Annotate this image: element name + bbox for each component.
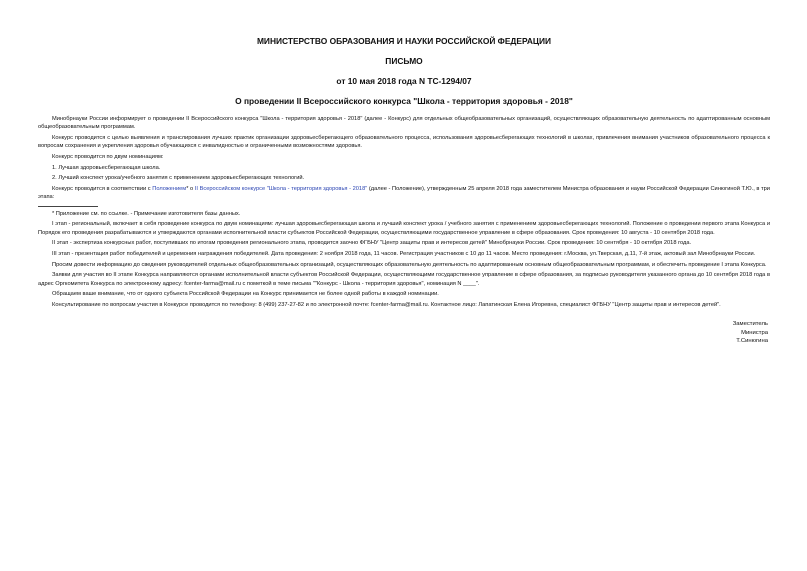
document-page (38, 28, 770, 346)
ministry-heading: МИНИСТЕРСТВО ОБРАЗОВАНИЯ И НАУКИ РОССИЙСКОЙ ФЕДЕРАЦИИ (256, 36, 552, 46)
signature-block (38, 320, 770, 346)
paragraph-text: * о (186, 186, 195, 193)
document-type: ПИСЬМО (385, 56, 423, 66)
paragraph: Обращаем ваше внимание, что от одного субъекта Российской Федерации на Конкурс принимается не более одной работы в каждой номинации. (52, 291, 439, 298)
paragraph-text: Конкурс проводится в соответствии с (52, 186, 153, 193)
document-title: О проведении II Всероссийского конкурса "Школа - территория здоровья - 2018" (235, 96, 573, 106)
document-date-number: от 10 мая 2018 года N ТС-1294/07 (336, 76, 472, 86)
signature-position: Заместитель (732, 321, 768, 328)
contest-link[interactable]: II Всероссийском конкурсе "Школа - территория здоровья - 2018" (194, 186, 368, 193)
paragraph: Конкурс проводится с целью выявления и транслирования лучших практик организации здоровьесберегающего образовательного процесса, использования здоровьесберегающих технологий в школах, привлечения внимания участников образовательного процесса к вопросам сохранения и укрепления здоровья обучающихся с инвалидностью и ограниченными возможностями здоровья. (38, 134, 770, 150)
paragraph: II этап - экспертиза конкурсных работ, поступивших по итогам проведения регионального этапа, проводится заочно ФГБНУ "Центр защиты прав и интересов детей" Минобрнауки России. Срок проведения: 10 сентября - 10 октября 2018 года. (52, 240, 692, 247)
paragraph: Конкурс проводится по двум номинациям: (52, 153, 164, 160)
footnote: * Приложение см. по ссылке. - Примечание изготовителя базы данных. (52, 210, 241, 217)
paragraph: Минобрнауки России информирует о проведении II Всероссийского конкурса "Школа - территория здоровья - 2018" (далее - Конкурс) для отдельных общеобразовательных организаций, осуществляющих образовательную деятельность по адаптированным основным общеобразовательным программам. (38, 116, 770, 131)
footnote-divider (38, 206, 98, 207)
paragraph: III этап - презентация работ победителей и церемония награждения победителей. Дата проведения: 2 ноября 2018 года, 11 часов. Регистрация участников с 10 до 11 часов. Место проведения: г.Москва, ул.Тверская, д.11, 7-й этаж, актовый зал Минобрнауки России. (52, 250, 756, 257)
paragraph-with-links (38, 185, 770, 202)
paragraph: Заявки для участия во II этапе Конкурса направляются органами исполнительной власти субъектов Российской Федерации, осуществляющими государственное управление в сфере образования, за подписью руководителя указанного органа до 10 сентября 2018 года в адрес Оргкомитета Конкурса по электронному адресу: fcenter-farma@mail.ru с пометкой в теме письма ""Конкурс - Школа - территория здоровья", номинация N ____". (38, 272, 770, 287)
paragraph: 1. Лучшая здоровьесберегающая школа. (52, 164, 161, 171)
paragraph: 2. Лучший конспект урока/учебного занятия с применением здоровьесберегающих технологий. (52, 175, 305, 182)
signature-position: Министра (741, 329, 768, 336)
regulation-link[interactable]: Положением (152, 186, 187, 193)
document-body (38, 115, 770, 309)
paragraph: I этап - региональный, включает в себя проведение конкурса по двум номинациям: лучшая здоровьесберегающая школа и лучший конспект урока / учебного занятия с применением здоровьесберегающих технологий. Положение о проведении первого этапа Конкурса и Порядок его проведения разрабатываются и утверждаются органами исполнительной власти субъектов Российской Федерации, осуществляющими государственное управление в сфере образования. Срок проведения: 10 августа - 10 сентября 2018 года. (38, 221, 770, 236)
paragraph: Консультирование по вопросам участия в Конкурсе проводится по телефону: 8 (499) 237-27-82 и по электронной почте: fcenter-farma@mail.ru. Контактное лицо: Лапатинская Елена Игоревна, специалист ФГБНУ "Центр защиты прав и интересов детей". (52, 302, 721, 309)
paragraph: Просим довести информацию до сведения руководителей отдельных общеобразовательных организаций, осуществляющих образовательную деятельность по адаптированным основным общеобразовательным программам, и обеспечить проведение I этапа Конкурса. (52, 261, 767, 268)
paragraph-text: (далее - Положение), утвержденным 25 апреля 2018 года заместителем Министра образования и науки Российской Федерации Синюгиной Т.Ю., в три этапа: (38, 186, 770, 201)
signature-name: Т.Синюгина (736, 338, 768, 345)
